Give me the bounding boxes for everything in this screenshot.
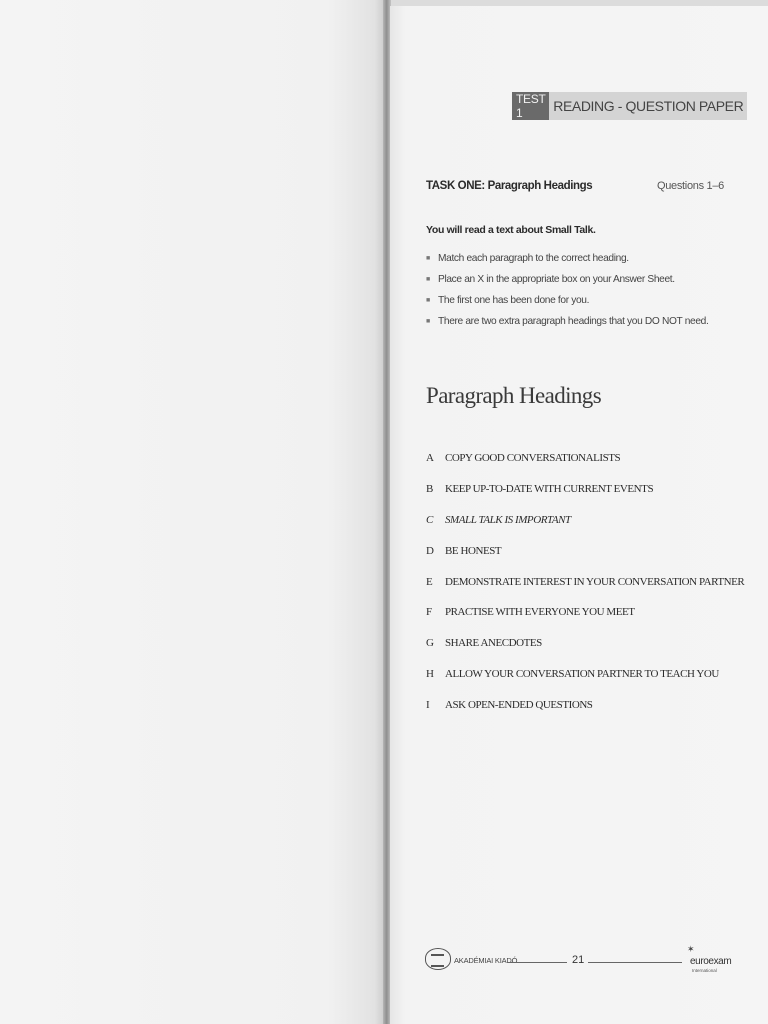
bullet-icon: ■ [426,255,430,262]
task-title: TASK ONE: Paragraph Headings [426,180,593,192]
bullet-icon: ■ [426,276,430,283]
heading-letter: G [426,637,434,650]
task-header [426,180,724,192]
instruction-text: Place an X in the appropriate box on your Answer Sheet. [438,274,675,285]
paper-title: READING - QUESTION PAPER [549,92,747,120]
heading-letter: C [426,513,434,526]
euroexam-logo [684,944,732,980]
euroexam-brand-sub: International [692,968,717,973]
heading-item [426,659,744,690]
heading-item [426,689,744,720]
euroexam-brand: euroexam [690,956,732,967]
test-header-banner [512,92,744,120]
footer-divider [507,962,567,963]
heading-item [426,474,744,505]
test-number-label: TEST 1 [512,92,549,120]
instruction-text: There are two extra paragraph headings that you DO NOT need. [438,316,709,327]
heading-item [426,535,744,566]
heading-letter: F [426,606,433,619]
publisher-logo-icon [425,948,451,970]
bullet-icon: ■ [426,297,430,304]
heading-item-example [426,505,744,536]
heading-letter: E [426,575,433,588]
star-icon: ✶ [687,944,695,954]
instruction-text: The first one has been done for you. [438,295,590,306]
publisher-name: AKADÉMIAI KIADÓ [454,956,518,965]
footer-divider [588,962,682,963]
task-intro: You will read a text about Small Talk. [426,224,596,236]
question-range: Questions 1–6 [656,180,724,192]
instruction-item [426,269,708,290]
heading-letter: H [426,667,434,680]
heading-text: ASK OPEN-ENDED QUESTIONS [445,698,593,711]
heading-text: BE HONEST [445,544,502,557]
heading-text: ALLOW YOUR CONVERSATION PARTNER TO TEACH YOU [445,667,719,680]
bullet-icon: ■ [426,318,430,325]
heading-text: KEEP UP-TO-DATE WITH CURRENT EVENTS [445,483,654,496]
heading-text: COPY GOOD CONVERSATIONALISTS [445,452,621,465]
heading-item [426,566,744,597]
heading-text: SHARE ANECDOTES [445,637,542,650]
instruction-item [426,248,708,269]
heading-letter: D [426,544,434,557]
section-heading: Paragraph Headings [426,383,602,408]
instruction-item [426,311,708,332]
paragraph-headings-list [426,443,744,720]
heading-item [426,628,744,659]
heading-text: PRACTISE WITH EVERYONE YOU MEET [445,606,635,619]
instruction-item [426,290,708,311]
instruction-list [426,248,708,332]
heading-text: DEMONSTRATE INTEREST IN YOUR CONVERSATION PARTNER [445,575,745,588]
heading-letter: I [426,698,430,711]
heading-item [426,443,744,474]
page-footer [425,944,732,980]
heading-letter: B [426,483,434,496]
heading-item [426,597,744,628]
page-number: 21 [572,954,585,966]
heading-letter: A [426,452,434,465]
instruction-text: Match each paragraph to the correct heading. [438,253,629,264]
heading-text: SMALL TALK IS IMPORTANT [445,513,571,526]
